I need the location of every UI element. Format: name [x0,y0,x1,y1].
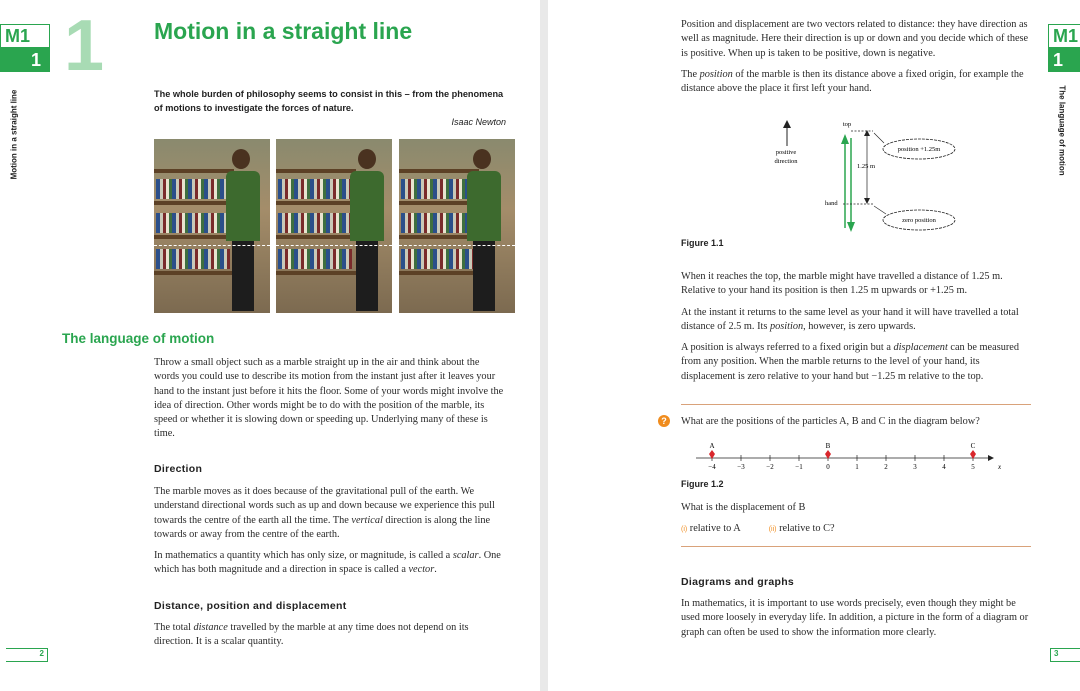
zero-cloud-label: zero position [902,217,936,224]
tab-number-text: 1 [31,50,42,70]
epigraph-quote: The whole burden of philosophy seems to consist in this – from the phenomena of motions to investigate the forces of nature. [154,89,504,113]
chapter-tab-code [0,24,50,48]
numberline-point-label: B [825,442,831,450]
distance-heading: Distance, position and displacement [154,600,347,612]
diagrams-heading: Diagrams and graphs [681,576,795,588]
chapter-tab-number-right [1048,48,1080,72]
displacement-paragraph: A position is always referred to a fixed origin but a displacement can be measured from any position. When the marble returns to the level of your hand, its displacement is zero relative to your hand but −1.25 m relative to the top. [681,342,1019,382]
chapter-title: Motion in a straight line [154,18,413,44]
diagrams-paragraph: In mathematics, it is important to use words precisely, even though they might be used more loosely in everyday life. In addition, a picture in the form of a diagram or graph can often be used to show the information more clearly. [681,598,1029,638]
photo-marble-throw-2 [276,139,392,313]
part-i-text: relative to A [689,523,741,534]
figure-1-2-numberline [688,440,1008,476]
question-icon: ? [658,415,670,427]
vectors-paragraph: Position and displacement are two vectors related to distance: they have direction as well as magnitude. Here their direction is up or down and you decide which of these is positive. When up is taken to be positive, down is negative. [681,19,1029,59]
chapter-number: 1 [64,6,105,86]
chapter-tab-code-right [1048,24,1080,48]
direction-text [154,485,506,585]
numberline-point-label: C [970,442,976,450]
figure-1-1-caption: Figure 1.1 [681,238,724,248]
question-text: What are the positions of the particles A, B and C in the diagram below? [681,416,980,427]
numberline-tick-label: −3 [737,463,745,471]
numberline-tick-label: 0 [826,463,830,471]
epigraph-author: Isaac Newton [451,117,506,127]
photo-marble-throw-3 [399,139,515,313]
numberline-tick-label: 1 [855,463,859,471]
photo-marble-throw-1 [154,139,270,313]
right-page [548,0,1080,691]
part-i-number: (i) [681,526,688,533]
page-number-left: 2 [6,648,48,662]
figure-1-1-diagram [763,116,963,236]
intro-paragraph: Throw a small object such as a marble straight up in the air and think about the words you could use to describe its motion from the instant just after it leaves your hand to the instant just before it hits the floor. Some of your words might involve the idea of direction. Other words might be to do with the position of the marble, its speed or whether it is slowing down or speeding up. Underlying many of these is time. [154,357,504,440]
numberline-axis-label: x [998,463,1002,471]
position-cloud-label: position +1.25m [897,146,941,153]
question-rule-top [681,404,1031,405]
side-chapter-label: Motion in a straight line [9,89,19,180]
top-paragraph: When it reaches the top, the marble might have travelled a distance of 1.25 m. Relative to your hand its position is then 1.25 m upwards or +1.25 m. [681,271,1003,297]
position-paragraph: The position of the marble is then its distance above a fixed origin, for example the distance above the place it first left your hand. [681,68,1024,95]
direction-heading: Direction [154,463,203,475]
distance-paragraph: The total distance travelled by the marble at any time does not depend on its direction. It is a scalar quantity. [154,622,469,648]
right-body-middle [681,270,1033,391]
chapter-tab-number [0,48,50,72]
return-paragraph: At the instant it returns to the same level as your hand it will have travelled a total distance of 2.5 m. Its position, however, is zero upwards. [681,306,1019,332]
numberline-tick-label: 5 [971,463,975,471]
numberline-tick-label: −4 [708,463,716,471]
tab-code-text: M1 [5,26,31,46]
section-heading: The language of motion [62,331,215,346]
part-ii-number: (ii) [768,526,777,533]
part-ii-text: relative to C? [779,523,835,534]
positive-label-1: positive [775,149,797,156]
numberline-tick-label: −1 [795,463,803,471]
direction-paragraph-2: In mathematics a quantity which has only size, or magnitude, is called a scalar. One which has both magnitude and a direction in space is called a vector. [154,550,501,576]
displacement-question: What is the displacement of B [681,502,806,513]
side-section-label: The language of motion [1057,85,1067,176]
numberline-tick-label: 4 [942,463,946,471]
numberline-tick-label: 3 [913,463,917,471]
figure-1-2-caption: Figure 1.2 [681,479,724,489]
page-number-right: 3 [1050,648,1080,662]
right-body-top [681,18,1033,103]
numberline-tick-label: −2 [766,463,774,471]
question-rule-bottom [681,546,1031,547]
height-label: 1.25 m [857,163,876,170]
tab-code-text-right: M1 [1053,26,1079,46]
numberline-point-label: A [709,442,715,450]
numberline-tick-label: 2 [884,463,888,471]
question-parts [681,522,1033,537]
direction-paragraph-1: The marble moves as it does because of the gravitational pull of the earth. We understand directional words such as up and down because we experience this pull towards the centre of the earth all the time. The vertical direction is along the line towards or away from the centre of the earth. [154,486,495,540]
tab-number-text-right: 1 [1053,50,1064,70]
positive-label-2: direction [774,158,798,165]
top-label: top [842,121,852,128]
hand-label: hand [825,200,838,207]
